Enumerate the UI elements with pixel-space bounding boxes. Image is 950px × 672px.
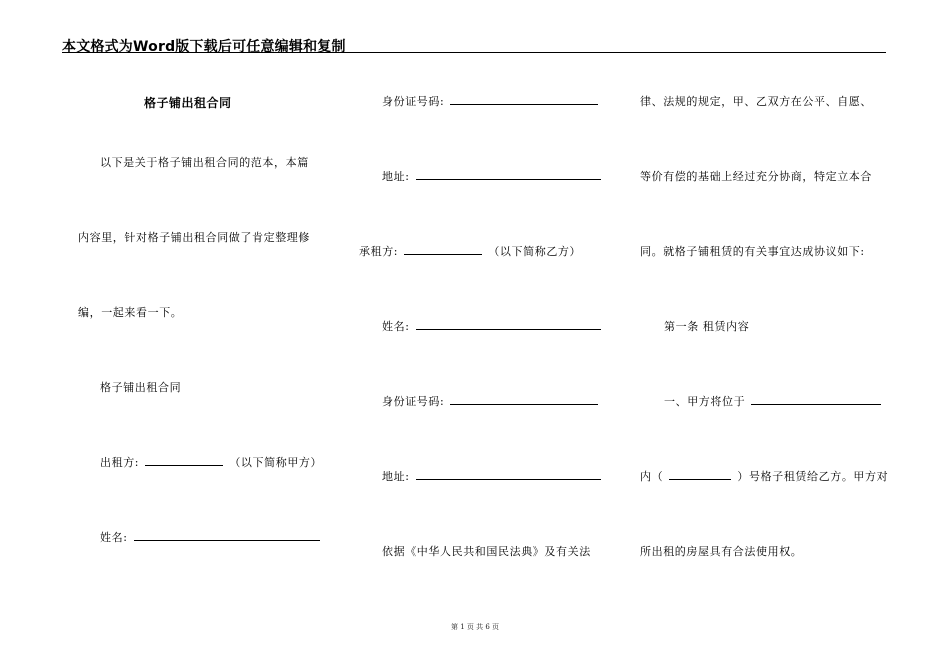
lessee-blank[interactable] xyxy=(404,243,482,255)
col3-line-2: 等价有偿的基础上经过充分协商，特定立本合 xyxy=(640,170,872,183)
legal-basis-line: 依据《中华人民共和国民法典》及有关法 xyxy=(382,545,591,558)
clause-1-text-b-post: ）号格子租赁给乙方。甲方对 xyxy=(737,470,889,483)
article-1-heading: 第一条 租赁内容 xyxy=(664,320,750,333)
lessor-address-blank[interactable] xyxy=(416,168,601,180)
page-header: 本文格式为Word版下载后可任意编辑和复制 xyxy=(62,39,346,55)
lessor-id-line xyxy=(382,93,600,109)
contract-subtitle: 格子铺出租合同 xyxy=(100,381,182,394)
lessee-note: （以下简称乙方） xyxy=(488,245,582,258)
clause-1-text-a: 一、甲方将位于 xyxy=(664,395,746,408)
lessee-id-line xyxy=(382,393,600,409)
header-rule xyxy=(62,52,886,53)
lessor-line xyxy=(100,454,322,470)
page-number: 第 1 页 共 6 页 xyxy=(450,623,500,631)
lessor-label: 出租方: xyxy=(100,456,140,469)
lessee-line xyxy=(359,243,581,259)
lessee-name-line xyxy=(382,318,603,334)
clause-1-line-a xyxy=(664,393,883,409)
lessee-address-label: 地址: xyxy=(382,470,410,483)
lessee-label: 承租方: xyxy=(359,245,399,258)
intro-line-2: 内容里，针对格子铺出租合同做了肯定整理修 xyxy=(78,231,310,244)
lessor-note: （以下简称甲方） xyxy=(229,456,323,469)
lessee-name-label: 姓名: xyxy=(382,320,410,333)
col3-line-3: 同。就格子铺租赁的有关事宜达成协议如下: xyxy=(640,245,865,258)
lessee-id-blank[interactable] xyxy=(450,393,598,405)
intro-line-3: 编，一起来看一下。 xyxy=(78,306,183,319)
lessee-address-blank[interactable] xyxy=(416,468,601,480)
clause-1-line-b xyxy=(640,468,888,484)
col3-line-1: 律、法规的规定，甲、乙双方在公平、自愿、 xyxy=(640,95,872,108)
lessor-name-line xyxy=(100,529,322,545)
lessor-address-line xyxy=(382,168,603,184)
lessor-name-label: 姓名: xyxy=(100,531,128,544)
clause-1-text-b-pre: 内（ xyxy=(640,470,664,483)
grid-number-blank[interactable] xyxy=(669,468,731,480)
lessee-id-label: 身份证号码: xyxy=(382,395,445,408)
document-title: 格子铺出租合同 xyxy=(144,96,232,110)
lessor-blank[interactable] xyxy=(145,454,223,466)
lessor-id-label: 身份证号码: xyxy=(382,95,445,108)
clause-1-line-c: 所出租的房屋具有合法使用权。 xyxy=(640,545,803,558)
intro-line-1: 以下是关于格子铺出租合同的范本，本篇 xyxy=(100,156,309,169)
lessee-name-blank[interactable] xyxy=(416,318,601,330)
lessor-address-label: 地址: xyxy=(382,170,410,183)
location-blank[interactable] xyxy=(751,393,881,405)
lessor-name-blank[interactable] xyxy=(134,529,320,541)
lessor-id-blank[interactable] xyxy=(450,93,598,105)
lessee-address-line xyxy=(382,468,603,484)
